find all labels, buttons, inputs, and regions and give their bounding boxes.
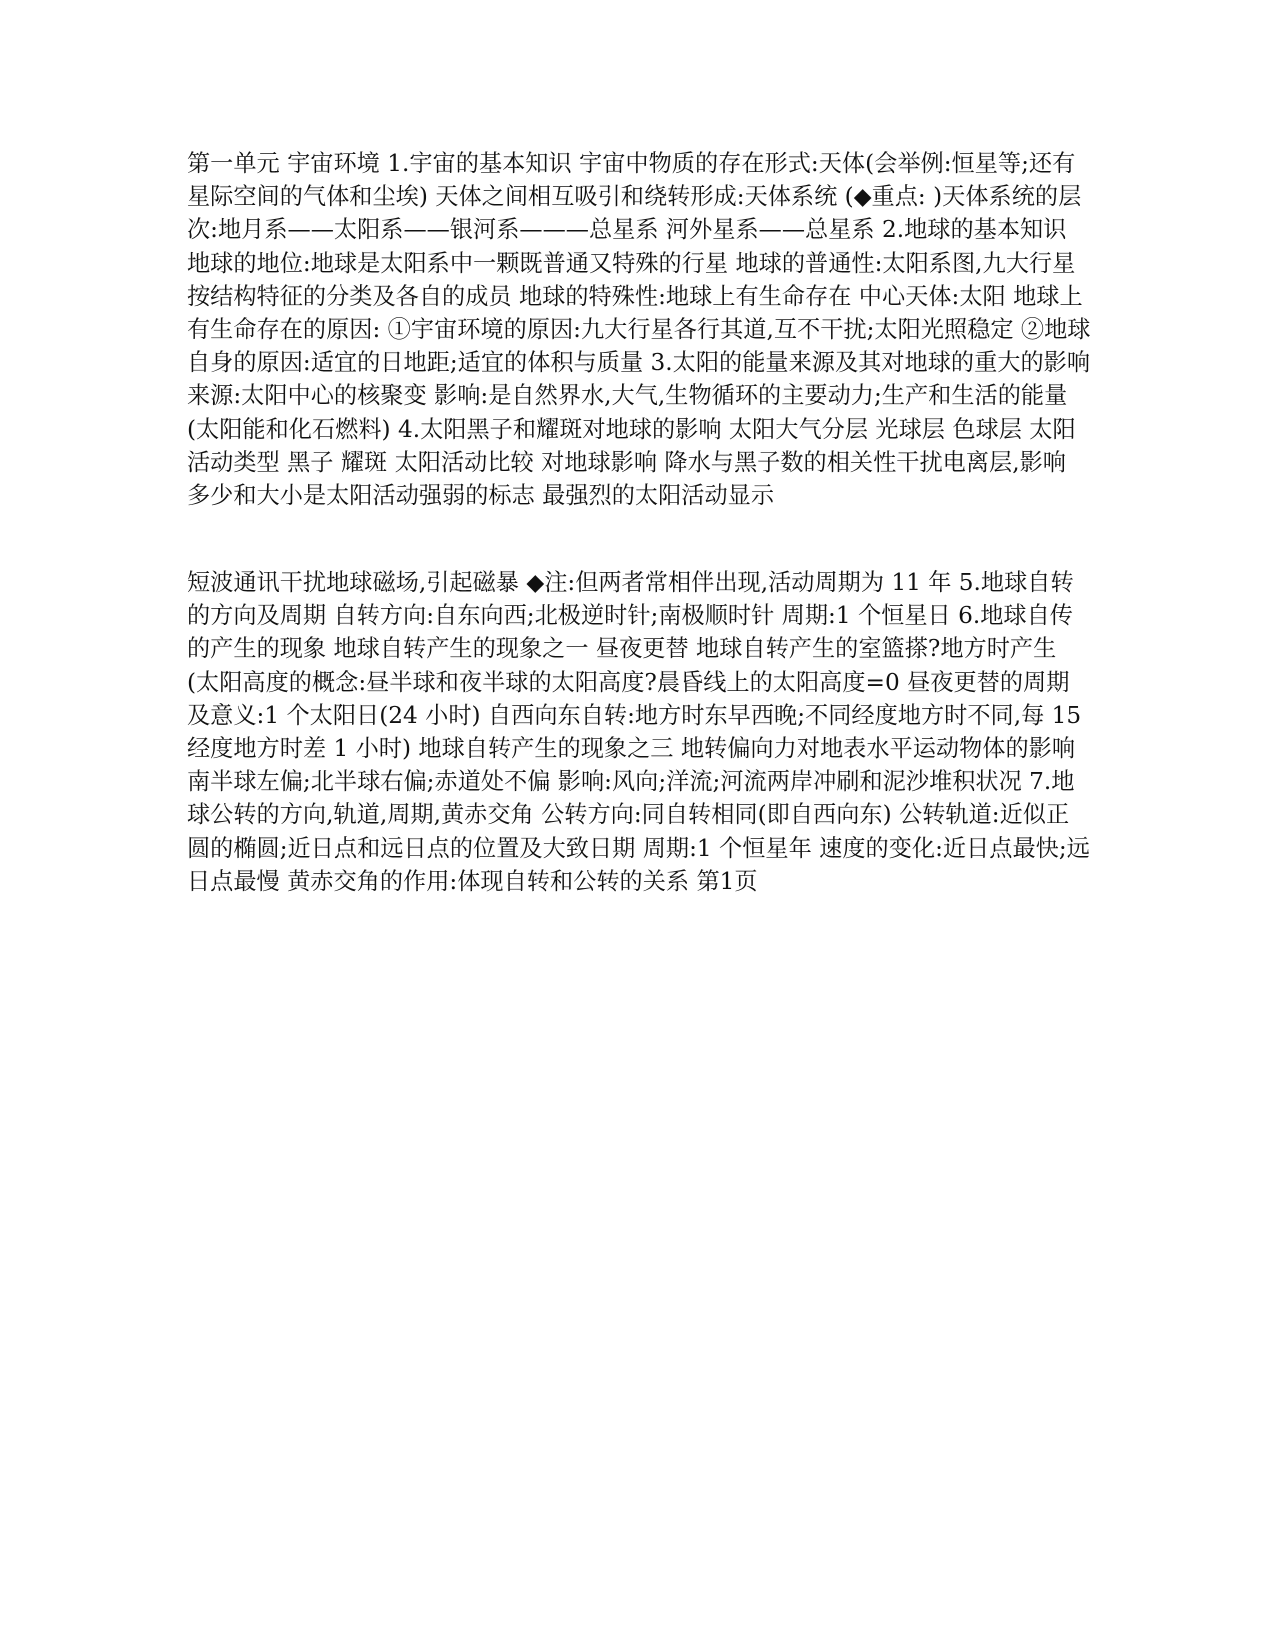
paragraph-2: 短波通讯干扰地球磁场,引起磁暴 ◆注:但两者常相伴出现,活动周期为 11 年 5.地球自转的方向及周期 自转方向:自东向西;北极逆时针;南极顺时针 周期:1 个恒星日 6.地球自传的产生的现象 地球自转产生的现象之一 昼夜更替 地球自转产生的室篮搽?地方时产生 (太阳高度的概念:昼半球和夜半球的太阳高度?晨昏线上的太阳高度=0 昼夜更替的周期及意义:1 个太阳日(24 小时) 自西向东自转:地方时东早西晚;不同经度地方时不同,每 15 经度地方时差 1 小时) 地球自转产生的现象之三 地转偏向力对地表水平运动物体的影响 南半球左偏;北半球右偏;赤道处不偏 影响:风向;洋流;河流两岸冲刷和泥沙堆积状况 7.地球公转的方向,轨道,周期,黄赤交角 公转方向:同自转相同(即自西向东) 公转轨道:近似正圆的椭圆;近日点和远日点的位置及大致日期 周期:1 个恒星年 速度的变化:近日点最快;远日点最慢 黄赤交角的作用:体现自转和公转的关系 第1页 xyxy=(187,569,1090,895)
paragraph-1: 第一单元 宇宙环境 1.宇宙的基本知识 宇宙中物质的存在形式:天体(会举例:恒星等;还有星际空间的气体和尘埃) 天体之间相互吸引和绕转形成:天体系统 (◆重点: )天体系统的层次:地月系——太阳系——银河系———总星系 河外星系——总星系 2.地球的基本知识 地球的地位:地球是太阳系中一颗既普通又特殊的行星 地球的普通性:太阳系图,九大行星按结构特征的分类及各自的成员 地球的特殊性:地球上有生命存在 中心天体:太阳 地球上有生命存在的原因: ①宇宙环境的原因:九大行星各行其道,互不干扰;太阳光照稳定 ②地球自身的原因:适宜的日地距;适宜的体积与质量 3.太阳的能量来源及其对地球的重大的影响 来源:太阳中心的核聚变 影响:是自然界水,大气,生物循环的主要动力;生产和生活的能量(太阳能和化石燃料) 4.太阳黑子和耀斑对地球的影响 太阳大气分层 光球层 色球层 太阳活动类型 黑子 耀斑 太阳活动比较 对地球影响 降水与黑子数的相关性干扰电离层,影响 多少和大小是太阳活动强弱的标志 最强烈的太阳活动显示 xyxy=(187,150,1091,510)
